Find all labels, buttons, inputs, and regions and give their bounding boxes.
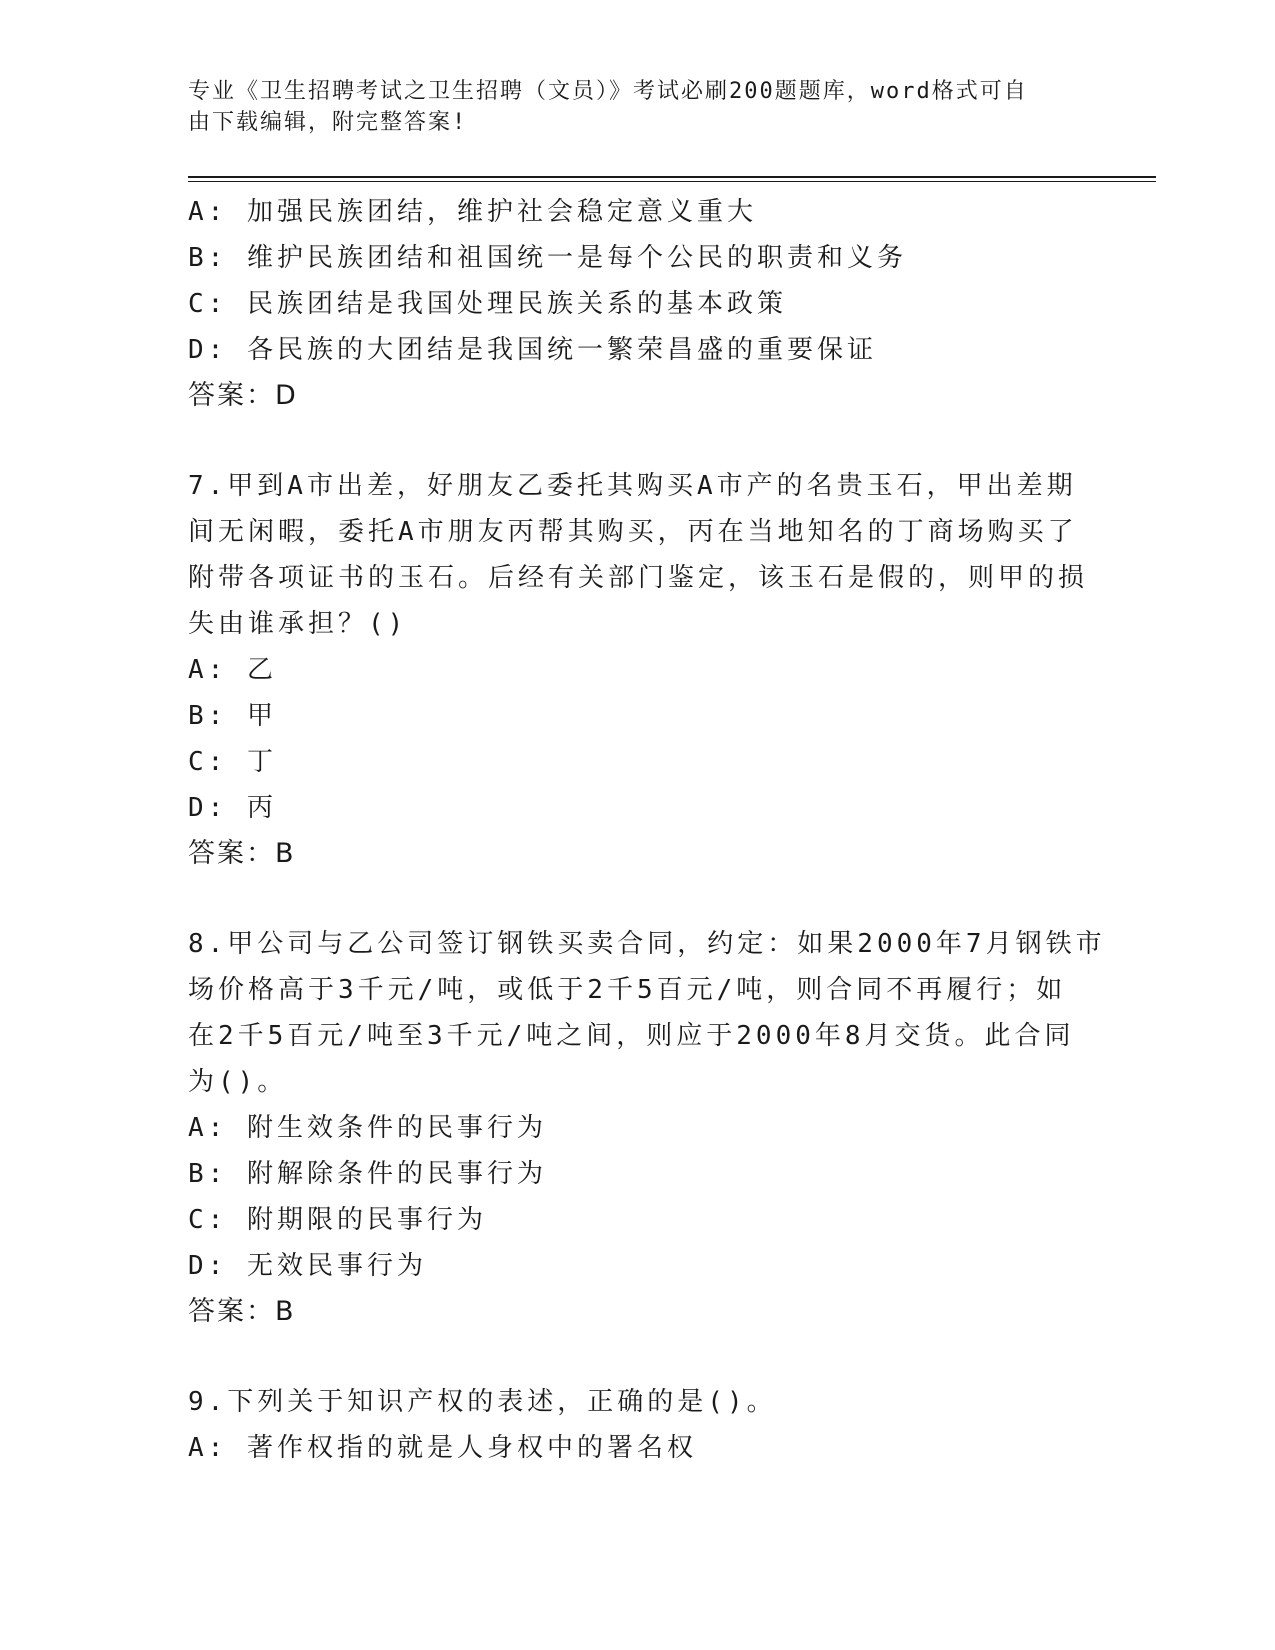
option-b: B: 维护民族团结和祖国统一是每个公民的职责和义务 (188, 243, 907, 273)
option-c: C: 附期限的民事行为 (188, 1205, 487, 1235)
answer-line: 答案：D (188, 380, 298, 411)
question-stem-line: 在2千5百元/吨至3千元/吨之间，则应于2000年8月交货。此合同 (188, 1021, 1075, 1051)
option-a: A: 乙 (188, 655, 277, 685)
header-line-1: 专业《卫生招聘考试之卫生招聘（文员）》考试必刷200题题库，word格式可自 (188, 79, 1028, 104)
header-line-2: 由下载编辑，附完整答案! (188, 110, 468, 135)
question-stem-line: 为()。 (188, 1067, 288, 1097)
header-divider-thin (188, 181, 1156, 182)
option-c: C: 民族团结是我国处理民族关系的基本政策 (188, 289, 787, 319)
document-header (188, 76, 1068, 138)
question-list (188, 189, 1106, 1471)
answer-line: 答案：B (188, 838, 296, 869)
question-7 (188, 463, 1088, 877)
option-b: B: 附解除条件的民事行为 (188, 1159, 547, 1189)
option-c: C: 丁 (188, 747, 277, 777)
question-stem-line: 8.甲公司与乙公司签订钢铁买卖合同，约定：如果2000年7月钢铁市 (188, 929, 1106, 959)
question-stem-line: 附带各项证书的玉石。后经有关部门鉴定，该玉石是假的，则甲的损 (188, 563, 1089, 593)
header-divider-thick (188, 176, 1156, 178)
answer-line: 答案：B (188, 1296, 296, 1327)
option-a: A: 著作权指的就是人身权中的署名权 (188, 1433, 697, 1463)
option-d: D: 无效民事行为 (188, 1251, 427, 1281)
option-d: D: 丙 (188, 793, 277, 823)
question-stem-line: 失由谁承担？() (188, 609, 408, 639)
option-d: D: 各民族的大团结是我国统一繁荣昌盛的重要保证 (188, 335, 877, 365)
option-b: B: 甲 (188, 701, 277, 731)
option-a: A: 附生效条件的民事行为 (188, 1113, 547, 1143)
question-stem-line: 场价格高于3千元/吨，或低于2千5百元/吨，则合同不再履行；如 (188, 975, 1067, 1005)
question-6 (188, 189, 1088, 419)
question-9 (188, 1379, 1088, 1471)
question-stem-line: 7.甲到A市出差，好朋友乙委托其购买A市产的名贵玉石，甲出差期 (188, 471, 1077, 501)
question-stem-line: 间无闲暇，委托A市朋友丙帮其购买，丙在当地知名的丁商场购买了 (188, 517, 1078, 547)
question-8 (188, 921, 1106, 1335)
option-a: A: 加强民族团结，维护社会稳定意义重大 (188, 197, 757, 227)
question-stem-line: 9.下列关于知识产权的表述，正确的是()。 (188, 1387, 777, 1417)
